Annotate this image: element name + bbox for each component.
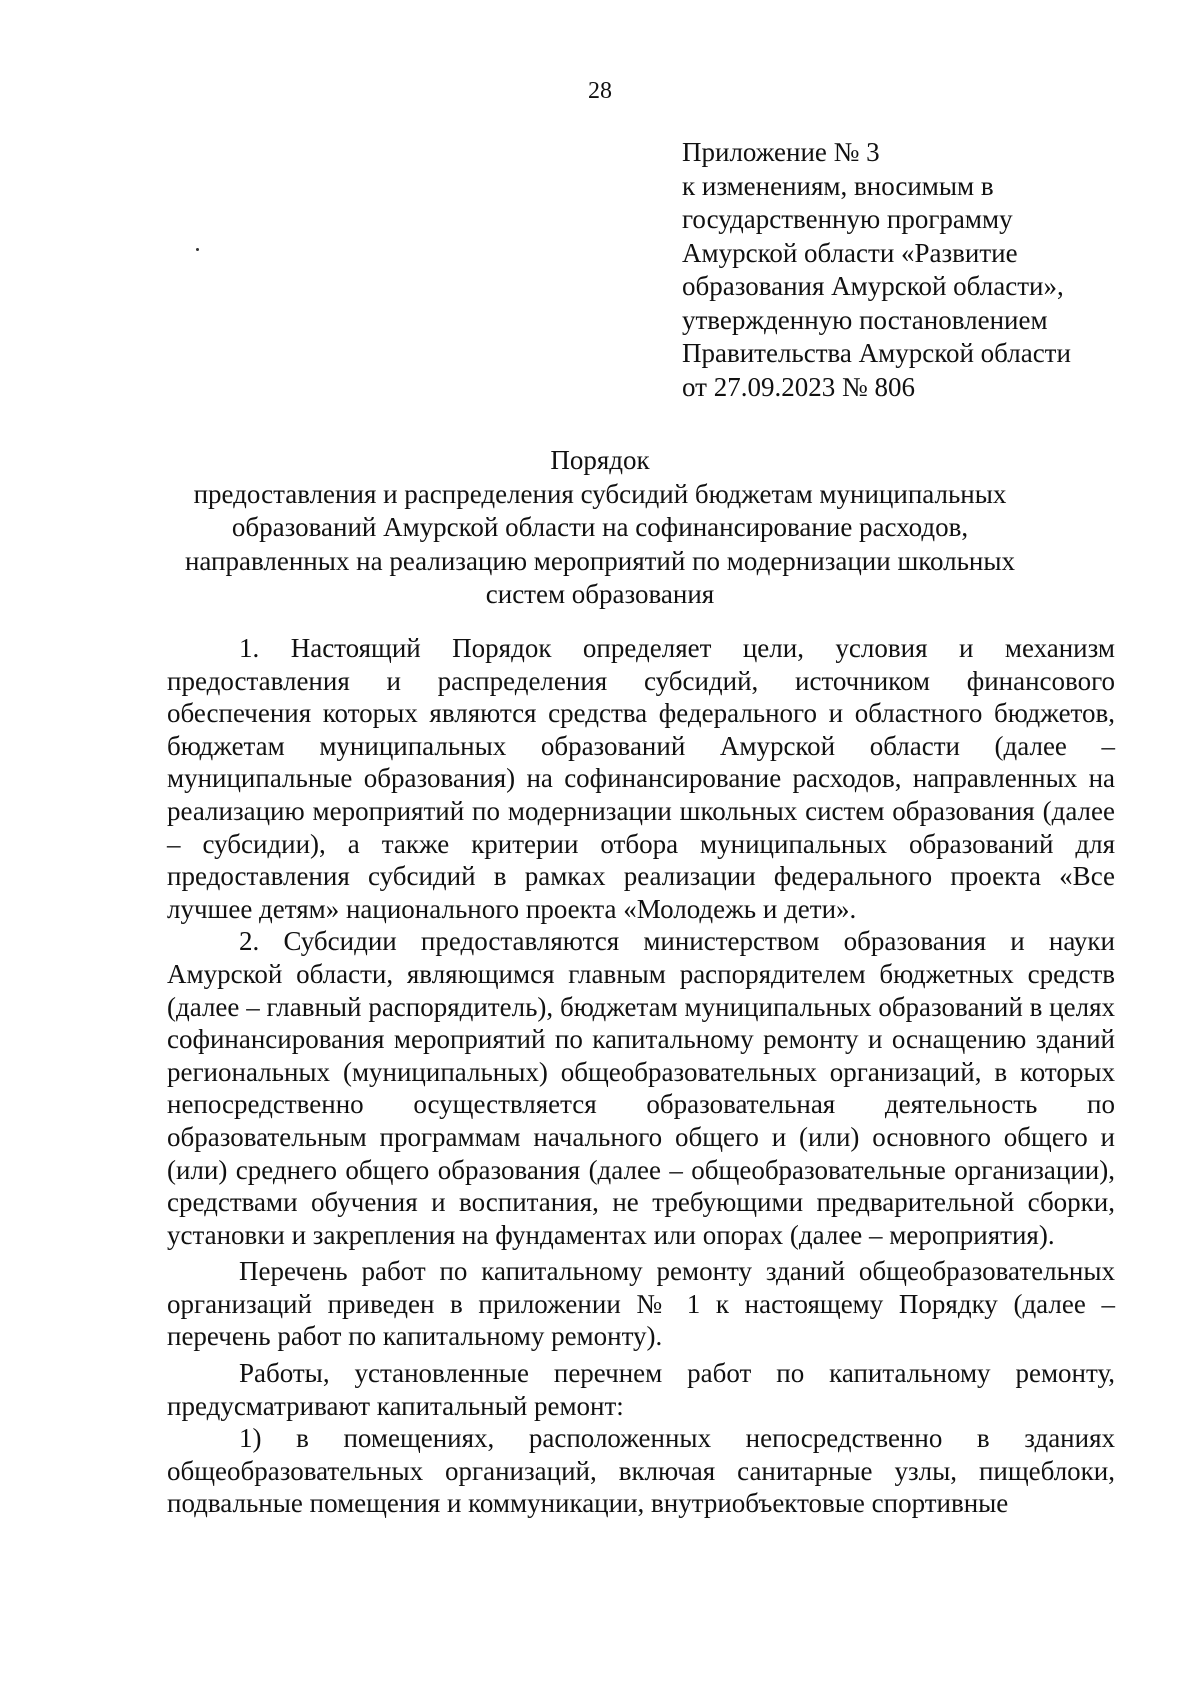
appendix-line: утвержденную постановлением	[682, 304, 1048, 335]
document-title	[0, 444, 1200, 612]
paragraph-3: Перечень работ по капитальному ремонту зданий общеобразовательных организаций приведен в приложении № 1 к настоящему Порядку (далее – перечень работ по капитальному ремонту).	[167, 1256, 1115, 1352]
appendix-line: от 27.09.2023 № 806	[682, 371, 915, 402]
appendix-line: к изменениям, вносимым в	[682, 170, 994, 201]
title-line: направленных на реализацию мероприятий по модернизации школьных	[184, 545, 1016, 576]
title-line: систем образования	[485, 579, 715, 609]
appendix-header	[682, 136, 1071, 404]
appendix-line: государственную программу	[682, 204, 1013, 234]
scan-speck	[196, 248, 199, 251]
title-line: образований Амурской области на софинансирование расходов,	[231, 512, 969, 542]
paragraph-2: 2. Субсидии предоставляются министерством образования и науки Амурской области, являющимся главным распорядителем бюджетных средств (далее – главный распорядитель), бюджетам муниципальных образований в целях софинансирования мероприятий по капитальному ремонту и оснащению зданий региональных (муниципальных) общеобразовательных организаций, в которых непосредственно осуществляется образовательная деятельность по образовательным программам начального общего и (или) основного общего и (или) среднего общего образования (далее – общеобразовательные организации), средствами обучения и воспитания, не требующими предварительной сборки, установки и закрепления на фундаментах или опорах (далее – мероприятия).	[167, 926, 1115, 1250]
paragraph-4: Работы, установленные перечнем работ по капитальному ремонту, предусматривают капитальный ремонт:	[167, 1358, 1115, 1421]
page-number: 28	[588, 78, 612, 104]
paragraph-1: 1. Настоящий Порядок определяет цели, условия и механизм предоставления и распределения субсидий, источником финансового обеспечения которых являются средства федерального и областного бюджетов, бюджетам муниципальных образований Амурской области (далее – муниципальные образования) на софинансирование расходов, направленных на реализацию мероприятий по модернизации школьных систем образования (далее – субсидии), а также критерии отбора муниципальных образований для предоставления субсидий в рамках реализации федерального проекта «Все лучшее детям» национального проекта «Молодежь и дети».	[167, 633, 1115, 924]
appendix-line: Амурской области «Развитие	[682, 237, 1018, 268]
title-heading: Порядок	[550, 445, 650, 475]
appendix-line: Приложение № 3	[682, 137, 880, 167]
appendix-line: образования Амурской области»,	[682, 271, 1064, 301]
paragraph-5: 1) в помещениях, расположенных непосредственно в зданиях общеобразовательных организаций, включая санитарные узлы, пищеблоки, подвальные помещения и коммуникации, внутриобъектовые спортивные	[167, 1423, 1115, 1519]
appendix-line: Правительства Амурской области	[682, 338, 1071, 368]
document-body	[167, 632, 1115, 1520]
title-line: предоставления и распределения субсидий бюджетам муниципальных	[193, 478, 1007, 509]
